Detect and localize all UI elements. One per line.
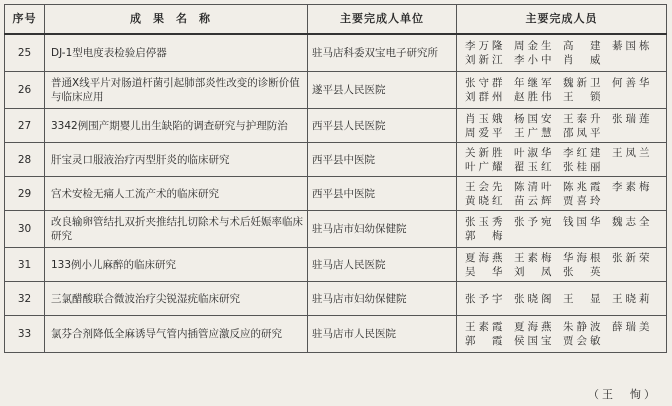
completing-unit: 驻马店市人民医院 [308,316,457,353]
person-name: 黄晓红 [465,194,506,207]
completing-unit: 驻马店科委双宝电子研究所 [308,34,457,72]
person-name: 王 显 [563,292,604,305]
people-line [465,265,662,279]
row-number: 26 [5,72,45,109]
person-name: 刘新江 [465,54,506,66]
person-name: 郭 梅 [465,230,506,242]
people-line [465,215,662,229]
person-name: 陈兆霞 [563,180,604,193]
person-name: 朱静波 [563,321,604,333]
person-name: 邵凤平 [563,126,604,139]
person-name: 张守群 [465,77,506,89]
person-name: 魏志全 [612,216,653,228]
person-name: 王素梅 [514,251,555,264]
achievement-name: 改良输卵管结扎双折夹推结扎切除术与术后妊娠率临床研究 [45,211,308,248]
person-name: 刘群州 [465,91,506,103]
person-name: 王凤兰 [612,146,653,159]
people-line [465,160,662,174]
person-name: 侯国宝 [514,335,555,347]
person-name: 何善华 [612,77,653,89]
row-number: 25 [5,34,45,72]
people-line [465,320,662,334]
row-number: 30 [5,211,45,248]
header-num: 序号 [5,5,45,35]
people-line [465,292,662,306]
achievement-name: DJ-1型电度表检验启停器 [45,34,308,72]
people-line [465,126,662,140]
row-number: 33 [5,316,45,353]
people-line [465,334,662,348]
person-name: 王泰升 [563,112,604,125]
table-row [5,72,667,109]
table-row [5,34,667,72]
row-number: 29 [5,177,45,211]
person-name: 王晓莉 [612,292,653,305]
person-name: 张瑞莲 [612,112,653,125]
person-name: 陈清叶 [514,180,555,193]
header-unit: 主要完成人单位 [308,5,457,35]
person-name: 翟玉红 [514,160,555,173]
row-number: 32 [5,282,45,316]
completing-people [457,211,667,248]
table-row [5,211,667,248]
person-name: 张予宛 [514,216,555,228]
row-number: 31 [5,248,45,282]
person-name: 张予宇 [465,292,506,305]
people-line [465,76,662,90]
person-name: 夏海燕 [465,251,506,264]
person-name: 杨国安 [514,112,555,125]
completing-unit: 驻马店市妇幼保健院 [308,282,457,316]
person-name: 刘 凤 [514,265,555,278]
people-line [465,112,662,126]
person-name: 王广慧 [514,126,555,139]
person-name: 王会先 [465,180,506,193]
row-number: 27 [5,109,45,143]
completing-people [457,316,667,353]
people-line [465,180,662,194]
table-row [5,177,667,211]
person-name: 吴 华 [465,265,506,278]
person-name: 年继军 [514,77,555,89]
people-line [465,229,662,243]
person-name: 华海根 [563,251,604,264]
table-row [5,109,667,143]
achievement-name: 肝宝灵口服液治疗丙型肝炎的临床研究 [45,143,308,177]
achievement-name: 氯芬合剂降低全麻诱导气管内插管应激反应的研究 [45,316,308,353]
achievement-name: 三氯醋酸联合微波治疗尖锐湿疣临床研究 [45,282,308,316]
person-name: 张玉秀 [465,216,506,228]
person-name: 綦国栋 [612,40,653,52]
completing-people [457,248,667,282]
completing-people [457,109,667,143]
completing-people [457,34,667,72]
completing-unit: 西平县中医院 [308,177,457,211]
table-row [5,316,667,353]
people-line [465,90,662,104]
completing-people [457,72,667,109]
person-name: 赵胜伟 [514,91,555,103]
person-name: 魏新卫 [563,77,604,89]
table-row [5,143,667,177]
header-name: 成果名称 [45,5,308,35]
achievement-name: 3342例围产期婴儿出生缺陷的调查研究与护理防治 [45,109,308,143]
author-credit: （王 恂） [588,388,658,401]
people-line [465,146,662,160]
completing-people [457,143,667,177]
person-name: 肖玉娥 [465,112,506,125]
person-name: 李素梅 [612,180,653,193]
header-people: 主要完成人员 [457,5,667,35]
person-name: 张新荣 [612,251,653,264]
person-name: 周爱平 [465,126,506,139]
people-line [465,251,662,265]
completing-people [457,177,667,211]
people-line [465,53,662,67]
person-name: 高 建 [563,40,604,52]
person-name: 薛瑞美 [612,321,653,333]
person-name: 李小中 [514,54,555,66]
person-name: 张 英 [563,265,604,278]
person-name: 李红建 [563,146,604,159]
achievement-name: 普通X线平片对肠道杆菌引起肺部炎性改变的诊断价值与临床应用 [45,72,308,109]
person-name: 肖 威 [563,54,604,66]
person-name: 王素霞 [465,321,506,333]
person-name: 郭 霞 [465,335,506,347]
person-name: 贾喜玲 [563,194,604,207]
person-name: 贾会敏 [563,335,604,347]
people-line [465,194,662,208]
table-row [5,248,667,282]
completing-unit: 西平县人民医院 [308,109,457,143]
completing-unit: 西平县中医院 [308,143,457,177]
awards-table [4,4,667,353]
row-number: 28 [5,143,45,177]
person-name: 叶广耀 [465,160,506,173]
person-name: 夏海燕 [514,321,555,333]
person-name: 钱国华 [563,216,604,228]
person-name: 叶淑华 [514,146,555,159]
person-name: 张晓阁 [514,292,555,305]
achievement-name: 133例小儿麻醉的临床研究 [45,248,308,282]
completing-unit: 驻马店人民医院 [308,248,457,282]
completing-people [457,282,667,316]
table-row [5,282,667,316]
people-line [465,39,662,53]
completing-unit: 驻马店市妇幼保健院 [308,211,457,248]
person-name: 关新胜 [465,146,506,159]
completing-unit: 遂平县人民医院 [308,72,457,109]
person-name: 周金生 [514,40,555,52]
achievement-name: 宫术安检无痛人工流产术的临床研究 [45,177,308,211]
table-header-row [5,5,667,35]
person-name: 张桂丽 [563,160,604,173]
person-name: 王 锁 [563,91,604,103]
person-name: 苗云辉 [514,194,555,207]
person-name: 李万隆 [465,40,506,52]
